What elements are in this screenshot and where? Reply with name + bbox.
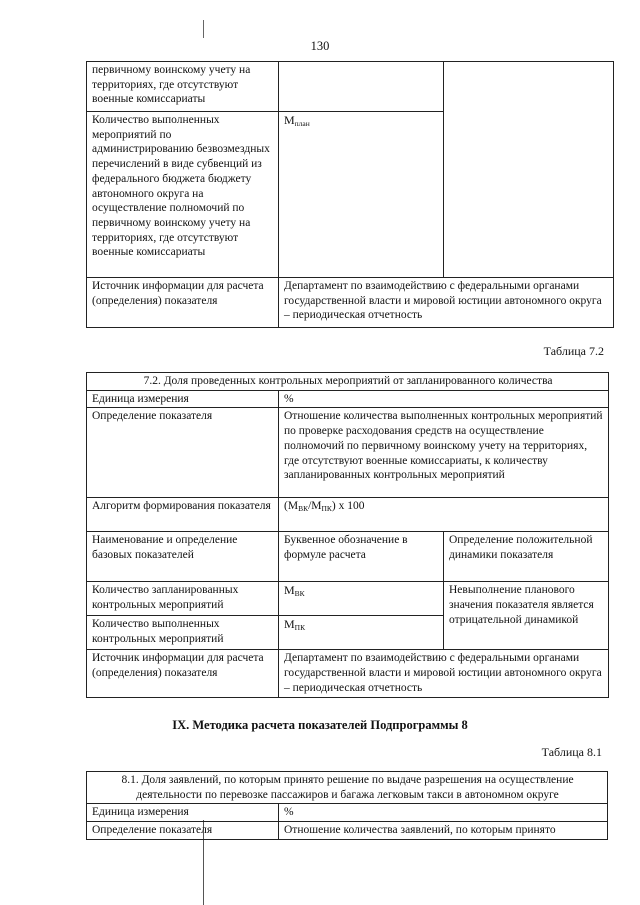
formula-variable: М xyxy=(284,617,295,632)
page-number: 130 xyxy=(310,39,330,53)
table-caption: Таблица 7.2 xyxy=(543,344,604,358)
table-cell: Наименование и определение базовых показателей xyxy=(87,532,279,582)
formula-part: ) х 100 xyxy=(331,500,365,513)
table-cell: Количество запланированных контрольных мероприятий xyxy=(87,582,279,616)
table-row xyxy=(87,498,609,532)
formula-part: (М xyxy=(284,500,299,513)
table-cell: Единица измерения xyxy=(87,390,279,408)
table-cell xyxy=(279,62,444,112)
table-cell: первичному воинскому учету на территориях, где отсутствуют военные комиссариаты xyxy=(87,62,279,112)
table-cell: Источник информации для расчета (определения) показателя xyxy=(87,650,279,698)
table-cell: Отношение количества выполненных контрольных мероприятий по проверке расходования средств на осуществление полномочий по первичному воинскому учету на территориях, где отсутствуют военные комиссариаты, к количеству запланированных контрольных мероприятий xyxy=(279,408,609,498)
scan-artifact-line xyxy=(203,20,204,38)
table-row xyxy=(87,408,609,498)
table-cell: Невыполнение планового значения показателя является отрицательной динамикой xyxy=(444,582,609,650)
table-title: 8.1. Доля заявлений, по которым принято решение по выдаче разрешения на осуществление деятельности по перевозке пассажиров и багажа легковым такси в автономном округе xyxy=(87,772,608,804)
table-caption: Таблица 8.1 xyxy=(541,745,602,759)
table-7-1-continued xyxy=(86,61,614,328)
table-cell: Источник информации для расчета (определения) показателя xyxy=(87,278,279,328)
table-row xyxy=(87,650,609,698)
section-heading: IX. Методика расчета показателей Подпрограммы 8 xyxy=(172,718,468,732)
formula-subscript: ВК xyxy=(298,504,309,514)
table-row xyxy=(87,822,608,840)
table-cell: Департамент по взаимодействию с федеральными органами государственной власти и мировой юстиции автономного округа – периодическая отчетность xyxy=(279,650,609,698)
table-cell: Определение показателя xyxy=(87,822,279,840)
table-cell: Департамент по взаимодействию с федеральными органами государственной власти и мировой юстиции автономного округа – периодическая отчетность xyxy=(279,278,614,328)
table-8-1 xyxy=(86,771,608,840)
formula-subscript: ВК xyxy=(294,589,305,599)
table-cell: Отношение количества заявлений, по которым принято xyxy=(279,822,608,840)
table-cell xyxy=(444,62,614,278)
formula-subscript: ПК xyxy=(294,623,306,633)
table-cell: Количество выполненных контрольных мероприятий xyxy=(87,616,279,650)
formula-variable: М xyxy=(284,113,295,127)
table-cell: % xyxy=(279,804,608,822)
table-row xyxy=(87,390,609,408)
formula-part: /М xyxy=(308,500,322,513)
table-cell xyxy=(279,582,444,616)
table-cell: Буквенное обозначение в формуле расчета xyxy=(279,532,444,582)
table-row xyxy=(87,582,609,616)
formula-cell xyxy=(279,498,609,532)
table-cell: Определение положительной динамики показателя xyxy=(444,532,609,582)
table-cell: % xyxy=(279,390,609,408)
table-cell xyxy=(279,112,444,278)
table-cell: Алгоритм формирования показателя xyxy=(87,498,279,532)
table-title: 7.2. Доля проведенных контрольных мероприятий от запланированного количества xyxy=(87,373,609,391)
table-row xyxy=(87,62,614,112)
table-cell xyxy=(279,616,444,650)
table-row xyxy=(87,804,608,822)
formula-subscript: план xyxy=(294,119,310,128)
table-cell: Единица измерения xyxy=(87,804,279,822)
table-7-2 xyxy=(86,372,609,698)
table-row xyxy=(87,772,608,804)
table-row xyxy=(87,373,609,391)
formula-variable: М xyxy=(284,583,295,598)
formula-subscript: ПК xyxy=(321,504,332,514)
table-cell: Определение показателя xyxy=(87,408,279,498)
table-header-row xyxy=(87,532,609,582)
table-row xyxy=(87,278,614,328)
table-cell: Количество выполненных мероприятий по администрированию безвозмездных перечислений в виде субвенций из федерального бюджета бюджету автономного округа на осуществление полномочий по первичному воинскому учету на территориях, где отсутствуют военные комиссариаты xyxy=(87,112,279,278)
